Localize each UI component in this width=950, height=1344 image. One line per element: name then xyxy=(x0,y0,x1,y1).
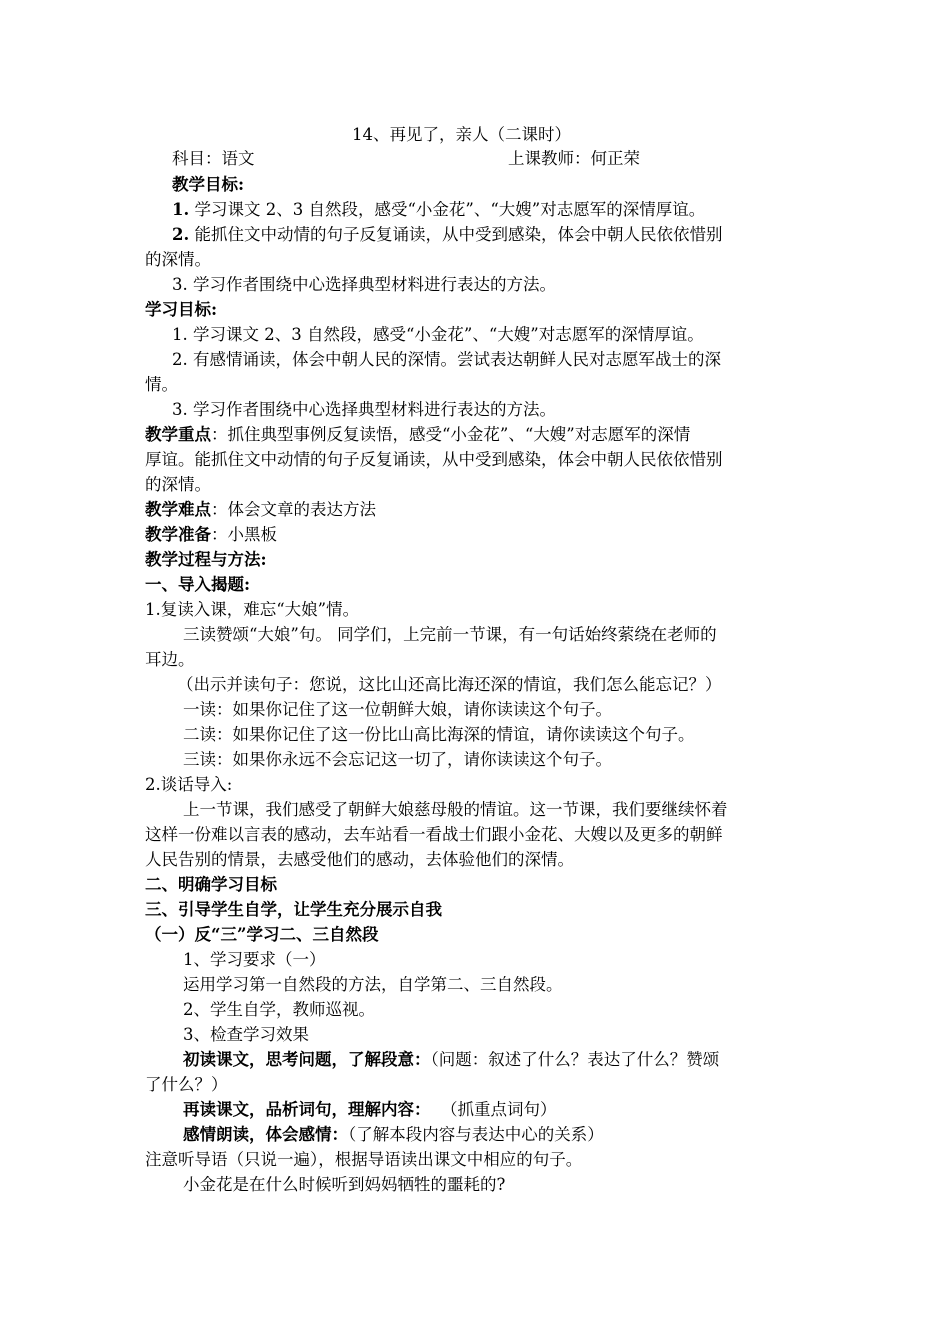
read-step-3-label: 感情朗读，体会感情： xyxy=(183,1125,348,1144)
teaching-goals-heading: 教学目标: xyxy=(172,175,245,194)
teaching-goal-1-text: 学习课文 2、3 自然段，感受“小金花”、“大嫂”对志愿军的深情厚谊。 xyxy=(194,200,706,219)
page-title: 14、再见了，亲人（二课时） xyxy=(352,125,571,144)
section-1-read-1: 一读：如果你记住了这一位朝鲜大娘，请你读读这个句子。 xyxy=(183,700,612,719)
section-1-heading: 一、导入揭题: xyxy=(145,575,251,594)
difficulty-label: 教学难点 xyxy=(145,500,211,519)
preparation-label: 教学准备 xyxy=(145,525,211,544)
read-step-2-text: （抓重点词句） xyxy=(441,1100,557,1119)
key-points-label: 教学重点 xyxy=(145,425,211,444)
teaching-goal-3: 3. 学习作者围绕中心选择典型材料进行表达的方法。 xyxy=(172,275,556,294)
section-1-para-1-cont: 耳边。 xyxy=(145,650,195,669)
section-3-heading: 三、引导学生自学，让学生充分展示自我 xyxy=(145,900,442,919)
section-3-item-2: 2、学生自学，教师巡视。 xyxy=(183,1000,375,1019)
section-1-step-1: 1.复读入课，难忘“大娘”情。 xyxy=(145,600,360,619)
section-3-item-1-text: 运用学习第一自然段的方法，自学第二、三自然段。 xyxy=(183,975,563,994)
section-1-step-2: 2.谈话导入: xyxy=(145,775,233,794)
section-2-heading: 二、明确学习目标 xyxy=(145,875,277,894)
learning-goal-1: 1. 学习课文 2、3 自然段，感受“小金花”、“大嫂”对志愿军的深情厚谊。 xyxy=(172,325,704,344)
teaching-goal-1 xyxy=(172,198,705,222)
key-points-text: ：抓住典型事例反复读悟，感受“小金花”、“大嫂”对志愿军的深情 xyxy=(211,425,691,444)
section-1-quote: （出示并读句子：您说，这比山还高比海还深的情谊，我们怎么能忘记？） xyxy=(177,675,722,694)
learning-goals-heading: 学习目标: xyxy=(145,300,218,319)
read-step-2-label: 再读课文，品析词句，理解内容： xyxy=(183,1100,431,1119)
key-points xyxy=(145,423,690,447)
read-step-2 xyxy=(183,1098,557,1122)
teaching-goal-2 xyxy=(172,223,722,247)
section-1-read-2: 二读：如果你记住了这一份比山高比海深的情谊，请你读读这个句子。 xyxy=(183,725,695,744)
section-1-para-1: 三读赞颂“大娘”句。 同学们，上完前一节课，有一句话始终萦绕在老师的 xyxy=(183,625,717,644)
section-1-para-2-cont-1: 这样一份难以言表的感动，去车站看一看战士们跟小金花、大嫂以及更多的朝鲜 xyxy=(145,825,723,844)
key-points-cont-1: 厚谊。能抓住文中动情的句子反复诵读，从中受到感染，体会中朝人民依依惜别 xyxy=(145,450,723,469)
teacher-label: 上课教师：何正荣 xyxy=(508,149,640,168)
section-1-para-2-cont-2: 人民告别的情景，去感受他们的感动，去体验他们的深情。 xyxy=(145,850,574,869)
read-step-3 xyxy=(183,1123,604,1147)
learning-goal-3: 3. 学习作者围绕中心选择典型材料进行表达的方法。 xyxy=(172,400,556,419)
teaching-goal-2-num: 2. xyxy=(172,225,190,244)
section-1-para-2: 上一节课，我们感受了朝鲜大娘慈母般的情谊。这一节课，我们要继续怀着 xyxy=(183,800,728,819)
learning-goal-2: 2. 有感情诵读，体会中朝人民的深情。尝试表达朝鲜人民对志愿军战士的深 xyxy=(172,350,721,369)
read-step-1-cont: 了什么？） xyxy=(145,1075,228,1094)
subject-label: 科目：语文 xyxy=(172,149,255,168)
process-heading: 教学过程与方法: xyxy=(145,550,267,569)
section-1-read-3: 三读：如果你永远不会忘记这一切了，请你读读这个句子。 xyxy=(183,750,612,769)
read-step-1-label: 初读课文，思考问题，了解段意： xyxy=(183,1050,431,1069)
guide-note: 注意听导语（只说一遍），根据导语读出课文中相应的句子。 xyxy=(145,1150,583,1169)
section-3-item-1: 1、学习要求（一） xyxy=(183,950,326,969)
learning-goal-2-cont: 情。 xyxy=(145,375,178,394)
teaching-goal-2-text: 能抓住文中动情的句子反复诵读，从中受到感染，体会中朝人民依依惜别 xyxy=(194,225,723,244)
section-3-item-3: 3、检查学习效果 xyxy=(183,1025,309,1044)
read-step-1-text: （问题：叙述了什么？表达了什么？赞颂 xyxy=(430,1050,720,1069)
read-step-1 xyxy=(183,1048,719,1072)
teaching-goal-2-cont: 的深情。 xyxy=(145,250,211,269)
preparation xyxy=(145,523,277,547)
guide-question: 小金花是在什么时候听到妈妈牺牲的噩耗的? xyxy=(183,1175,506,1194)
teaching-goal-1-num: 1. xyxy=(172,200,190,219)
read-step-3-text: （了解本段内容与表达中心的关系） xyxy=(348,1125,604,1144)
difficulty xyxy=(145,498,376,522)
section-3-sub-1: （一）反“三”学习二、三自然段 xyxy=(145,925,379,944)
difficulty-text: ：体会文章的表达方法 xyxy=(211,500,376,519)
key-points-cont-2: 的深情。 xyxy=(145,475,211,494)
preparation-text: ：小黑板 xyxy=(211,525,277,544)
